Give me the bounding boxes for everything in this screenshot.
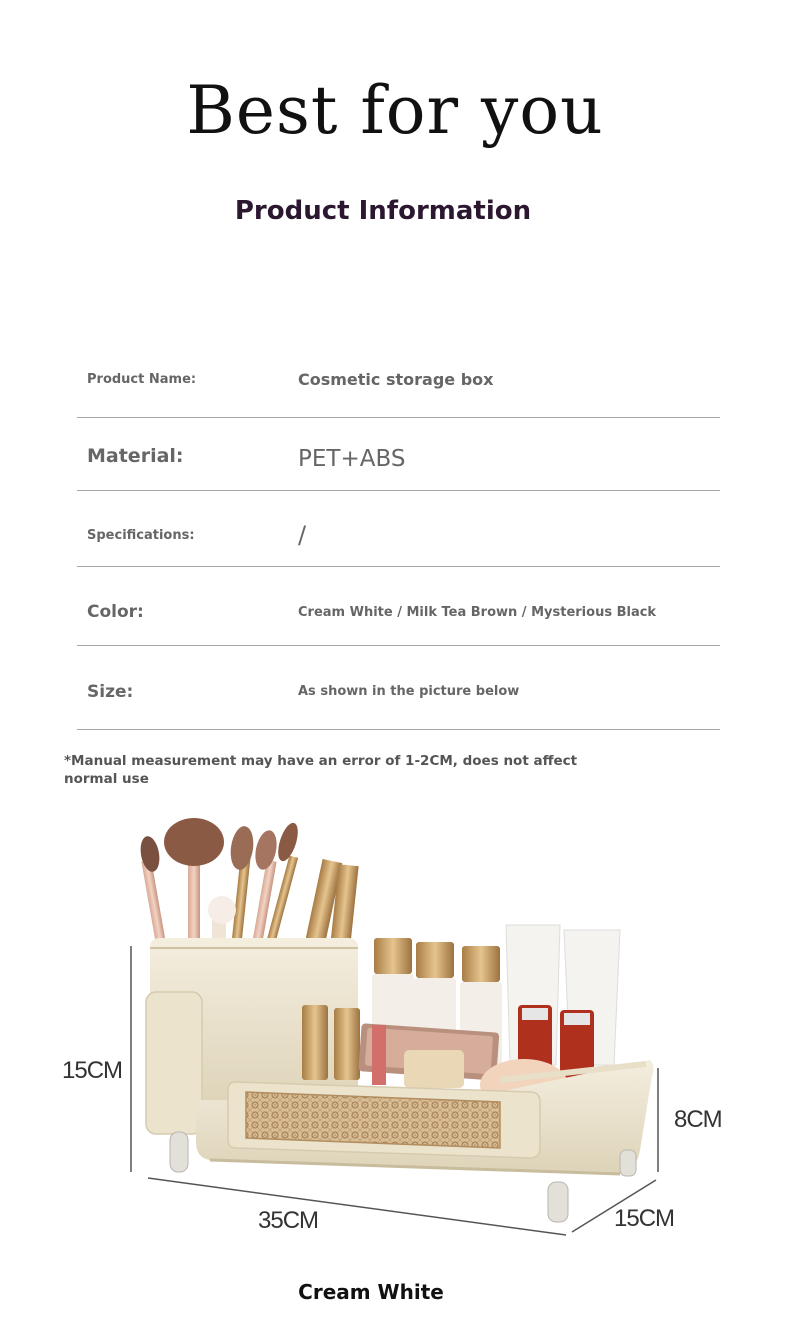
rattan-panel [228, 1082, 540, 1158]
spec-row-material [77, 418, 720, 491]
spec-row-product-name [77, 340, 720, 418]
spec-label: Product Name: [87, 372, 197, 387]
spec-value: Cream White / Milk Tea Brown / Mysterious Black [298, 605, 657, 620]
spec-row-size [77, 646, 720, 730]
measurement-note: *Manual measurement may have an error of 1-2CM, does not affect normal use [64, 753, 578, 787]
spec-table [77, 340, 720, 730]
spec-value: / [298, 521, 307, 549]
spec-value: As shown in the picture below [298, 684, 520, 699]
dimension-depth: 15CM [614, 1205, 675, 1232]
product-illustration [0, 810, 790, 1270]
spec-label: Specifications: [87, 528, 195, 543]
side-handle [146, 992, 202, 1134]
dimension-front-height: 8CM [674, 1106, 722, 1133]
hero-title: Best for you [186, 72, 604, 149]
dimension-height: 15CM [62, 1057, 123, 1084]
spec-row-specifications [77, 491, 720, 567]
spec-value: PET+ABS [298, 446, 406, 472]
dimension-length: 35CM [258, 1207, 319, 1234]
spec-row-color [77, 567, 720, 646]
section-title: Product Information [234, 196, 532, 226]
spec-label: Size: [87, 682, 134, 702]
color-caption: Cream White [298, 1280, 444, 1304]
spec-value: Cosmetic storage box [298, 370, 494, 389]
spec-label: Material: [87, 445, 184, 467]
spec-label: Color: [87, 602, 144, 622]
